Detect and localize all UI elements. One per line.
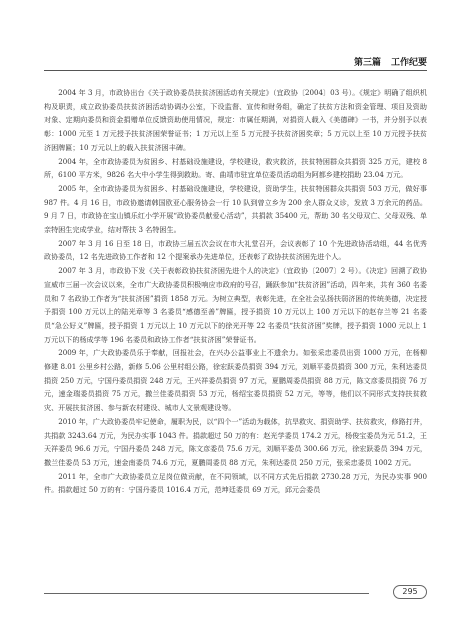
section-title: 工作纪要 [390,58,427,68]
paragraph: 2007 年 3 月 16 日至 18 日，市政协三届五次会议在市大礼堂召开，会议表彰了 10 个先进政协活动组，44 名优秀政协委员，12 名先进政协工作者和 12 个提案承办先进单位，还表彰了政协扶贫济困先进个人。 [44,238,427,262]
header-rule [44,70,427,71]
paragraph: 2004 年，全市政协委员为贫困乡、村基础设施建设，学校建设，救灾救济，扶贫特困群众共捐资 325 万元，建校 8 所，6100 平方米，9826 名大中小学生得到救助。寄、曲靖市驻宜单位委员活动组为阿都乡建校捐助 23.04 万元。 [44,156,427,180]
running-header [44,54,427,68]
paragraph: 2009 年，广大政协委员乐于奉献，回报社会，在兴办公益事业上不遗余力。如张采忠委员出资 1000 万元，在杨柳修建 8.01 公里乡村公路，新修 5.06 公里村组公路，徐宏跃委员捐资 394 万元，刘顺平委员捐资 300 万元，朱利达委员捐资 250 万元，宁国丹委员捐资 248 万元，王兴祥委员捐资 97 万元，夏鹏周委员捐资 88 万元，陈文彦委员捐资 76 万元，速金瑞委员捐资 75 万元，撒兰佳委员捐资 53 万元，杨绍宝委员捐资 52 万元，等等，他们以不同形式支持扶贫救灾、开展扶贫济困、参与新农村建设、城市人文景观建设等。 [44,348,427,413]
section-label: 第三篇 [353,58,381,68]
paragraph: 2011 年，全市广大政协委员立足岗位做贡献，在不同领域，以不同方式先后捐款 2730.28 万元，为民办实事 900 件。捐款超过 50 万的有：宁国丹委员 1016.4 万元，范坤廷委员 69 万元，邱元会委员 [44,471,427,495]
body-text [44,86,427,497]
footer-rule [44,593,369,594]
paragraph: 2007 年 3 月，市政协下发《关于表彰政协扶贫济困先进个人的决定》（宜政协〔2007〕2 号）。《决定》回溯了政协宣威市三届一次会议以来，全市广大政协委员积极响应市政府的号召，踊跃参加“扶贫济困”活动，四年来，共有 360 名委员和 7 名政协工作者为“扶贫济困”捐资 1858 万元。为树立典型，表彰先进，在全社会弘扬扶弱济困的传统美德，决定授予捐资 100 万元以上的陆光章等 3 名委员“感德至善”牌匾，授予捐资 10 万元以上 100 万元以下的赵存兰等 21 名委员“急公好义”牌匾，授予捐资 1 万元以上 10 万元以下的徐光开等 22 名委员“扶贫济困”奖牌，授予捐资 1000 元以上 1 万元以下的杨成学等 196 名委员和政协工作者“扶贫济困”荣誉证书。 [44,266,427,344]
paragraph: 2004 年 3 月，市政协出台《关于政协委员扶贫济困活动有关规定》（宜政协〔2004〕03 号）。《规定》明确了组织机构及职责，成立政协委员扶贫济困活动协调办公室，下设监督、宣传和财务组，确定了扶贫方法和资金管理、项目及资助对象、定期向委员和资金捐赠单位反馈资助使用情况，规定：市属任期满，对捐资人载入《美德碑》一书，并分别予以表彰：1000 元至 1 万元授予扶贫济困荣誉证书；1 万元以上至 5 万元授予扶贫济困奖章；5 万元以上至 10 万元授予扶贫济困牌匾；10 万元以上的载入扶贫济困丰碑。 [44,88,427,152]
page-number: 295 [393,585,427,599]
page-footer [44,585,427,599]
paragraph: 2010 年，广大政协委员牢记使命，履职为民，以“四个一”活动为载体，抗旱救灾、捐资助学、扶贫救灾，修路打井，共捐款 3243.64 万元，为民办实事 1043 件。捐款超过 50 万的有：赵光学委员 174.2 万元，杨俊宝委员为元 51.2，王天祥委员 96.6 万元，宁国丹委员 248 万元，陈文彦委员 75.6 万元，刘顺平委员 300.66 万元，徐宏跃委员 394 万元，撒兰佳委员 53 万元，速金南委员 74.6 万元，夏鹏周委员 88 万元，朱利达委员 250 万元，张采忠委员 1002 万元。 [44,416,427,467]
paragraph: 2005 年，全市政协委员为贫困乡、村基础设施建设，学校建设，资助学生，扶贫特困群众共捐资 503 万元，做好事 987 件。4 月 16 日，市政协邀请韩国欧亚心服务协会一行 10 队到曾立乡为 200 余人群众义诊，发放 3 万余元的药品。9 月 7 日，市政协在宝山镇乐红小学开展“政协委员献爱心活动”，共捐款 35400 元，帮助 30 名父母双亡、父母双残、单亲特困生完成学业，结对帮扶 3 名特困生。 [44,183,427,235]
